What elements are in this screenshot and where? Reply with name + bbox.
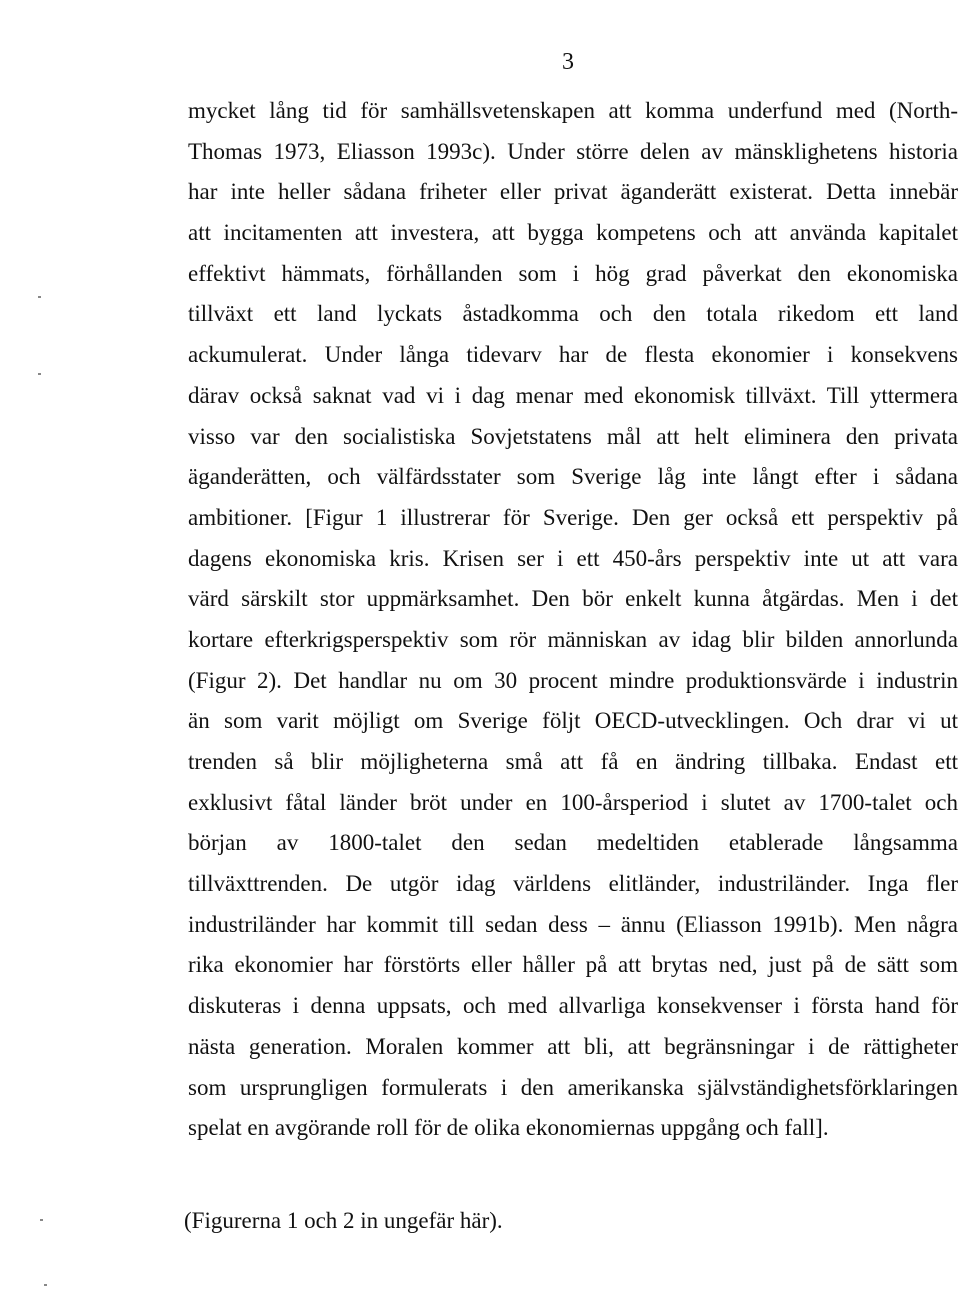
page-number: 3 <box>562 49 574 75</box>
text-line: tillväxttrenden. De utgör idag världens elitländer, industriländer. Inga fler <box>188 871 958 897</box>
text-line: därav också saknat vad vi i dag menar med ekonomisk tillväxt. Till yttermera <box>188 382 958 408</box>
text-line: har inte heller sådana friheter eller privat äganderätt existerat. Detta innebär <box>188 179 958 205</box>
text-line: rika ekonomier har förstörts eller håller på att brytas ned, just på de sätt som <box>188 952 958 978</box>
text-line: diskuteras i denna uppsats, och med allvarliga konsekvenser i första hand för <box>188 993 958 1019</box>
scan-speck <box>40 1219 43 1221</box>
text-line: än som varit möjligt om Sverige följt OECD-utvecklingen. Och drar vi ut <box>188 708 958 734</box>
scan-speck <box>38 373 41 375</box>
text-line: (Figur 2). Det handlar nu om 30 procent mindre produktionsvärde i industrin <box>188 667 958 693</box>
text-line: Thomas 1973, Eliasson 1993c). Under större delen av mänsklighetens historia <box>188 138 958 164</box>
text-line: dagens ekonomiska kris. Krisen ser i ett 450-års perspektiv inte ut att vara <box>188 545 958 571</box>
text-line: början av 1800-talet den sedan medeltiden etablerade långsamma <box>188 830 958 856</box>
text-line: att incitamenten att investera, att bygga kompetens och att använda kapitalet <box>188 220 958 246</box>
scan-speck <box>44 1284 47 1286</box>
text-line: tillväxt ett land lyckats åstadkomma och den totala rikedom ett land <box>188 301 958 327</box>
text-line: exklusivt fåtal länder bröt under en 100-årsperiod i slutet av 1700-talet och <box>188 789 958 815</box>
text-line: effektivt hämmats, förhållanden som i hög grad påverkat den ekonomiska <box>188 260 958 286</box>
text-line: trenden så blir möjligheterna små att få en ändring tillbaka. Endast ett <box>188 749 958 774</box>
text-line: visso var den socialistiska Sovjetstatens mål att helt eliminera den privata <box>188 423 958 449</box>
text-line: äganderätten, och välfärdsstater som Sverige låg inte långt efter i sådana <box>188 464 958 490</box>
body-paragraph <box>188 91 958 1149</box>
text-line: kortare efterkrigsperspektiv som rör människan av idag blir bilden annorlunda <box>188 626 958 652</box>
text-line: ambitioner. [Figur 1 illustrerar för Sverige. Den ger också ett perspektiv på <box>188 504 958 530</box>
text-line: ackumulerat. Under långa tidevarv har de flesta ekonomier i konsekvens <box>188 342 958 368</box>
figure-placement-note: (Figurerna 1 och 2 in ungefär här). <box>184 1208 503 1233</box>
scan-speck <box>38 296 41 298</box>
text-line: spelat en avgörande roll för de olika ekonomiernas uppgång och fall]. <box>188 1115 829 1141</box>
text-line: mycket lång tid för samhällsvetenskapen att komma underfund med (North- <box>188 98 958 123</box>
text-line: industriländer har kommit till sedan dess – ännu (Eliasson 1991b). Men några <box>188 911 958 937</box>
text-line: nästa generation. Moralen kommer att bli, att begränsningar i de rättigheter <box>188 1033 958 1059</box>
text-line: värd särskilt stor uppmärksamhet. Den bör enkelt kunna åtgärdas. Men i det <box>188 586 958 612</box>
text-line: som ursprungligen formulerats i den amerikanska självständighetsförklaringen <box>188 1074 958 1100</box>
